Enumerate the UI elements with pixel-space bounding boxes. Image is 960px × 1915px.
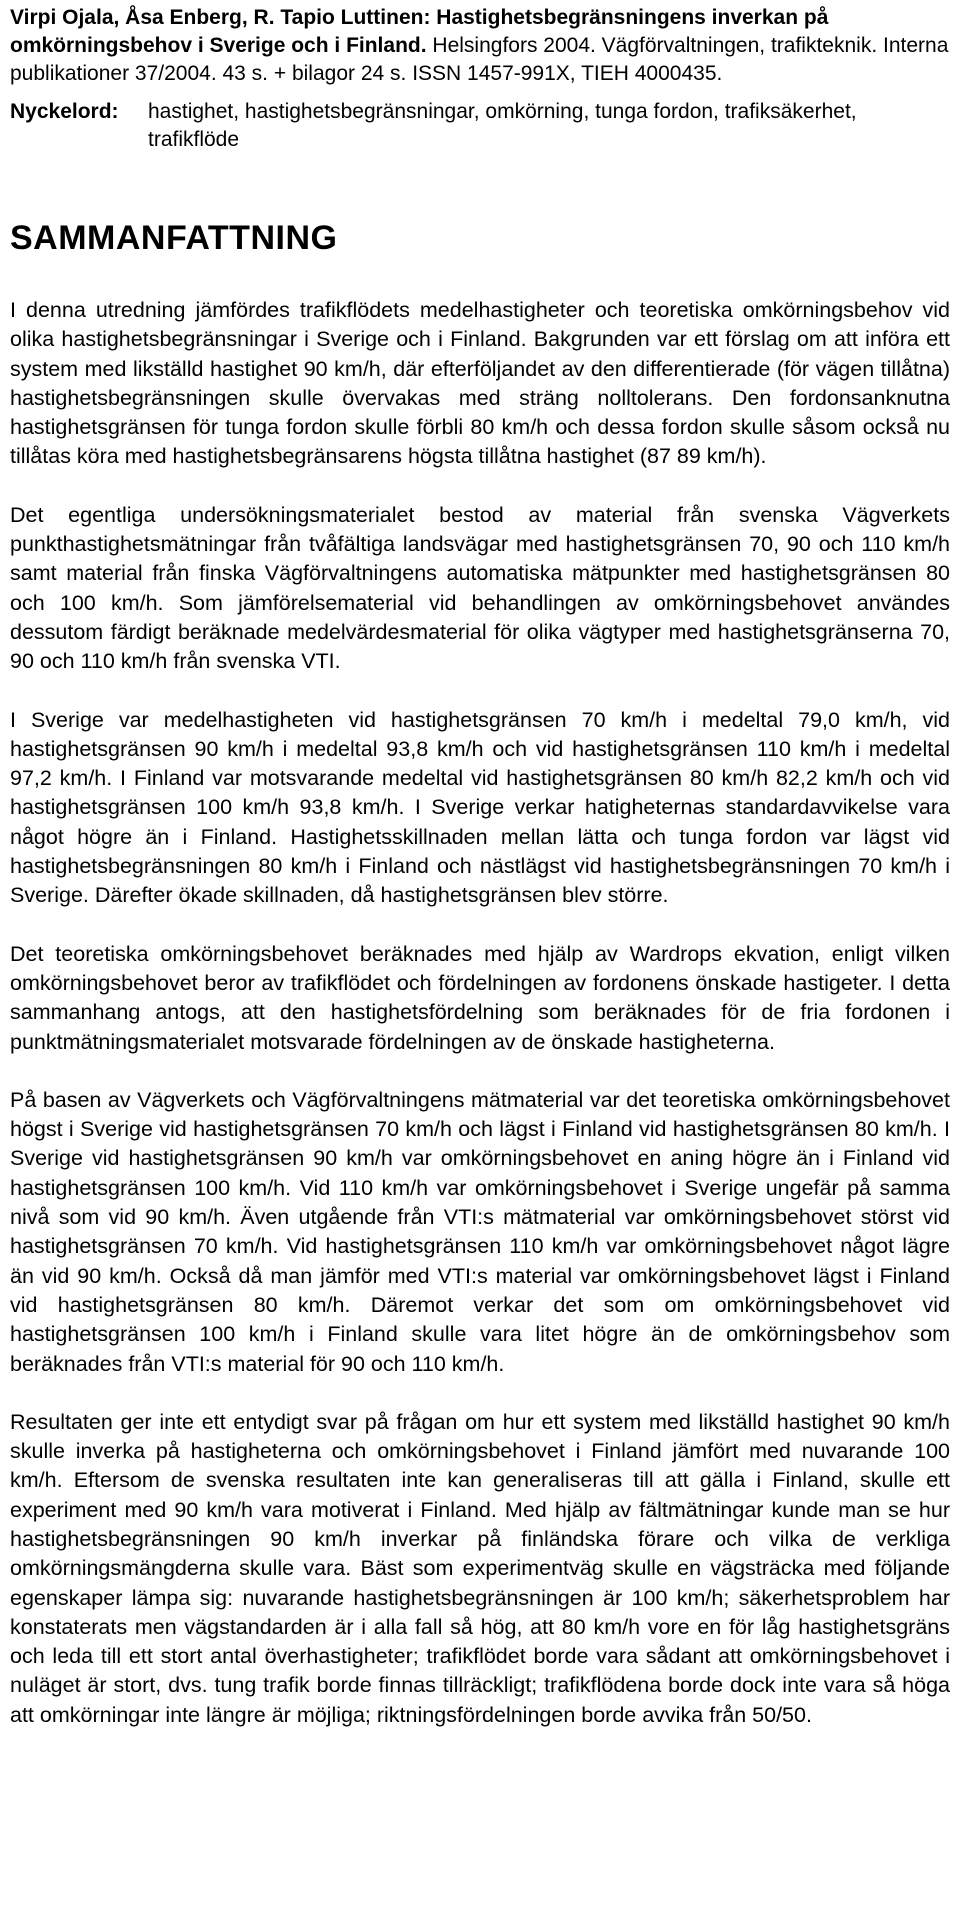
reference-block (10, 4, 950, 88)
summary-paragraph-3: I Sverige var medelhastigheten vid hastighetsgränsen 70 km/h i medeltal 79,0 km/h, vid hastighetsgränsen 90 km/h i medeltal 93,8 km/h och vid hastighetsgränsen 110 km/h i medeltal 97,2 km/h. I Finland var motsvarande medeltal vid hastighetsgränsen 80 km/h 82,2 km/h och vid hastighetsgränsen 100 km/h 93,8 km/h. I Sverige verkar hatigheternas standardavvikelse vara något högre än i Finland. Hastighetsskillnaden mellan lätta och tunga fordon var lägst vid hastighetsbegränsningen 80 km/h i Finland och nästlägst vid hastighetsbegränsningen 70 km/h i Sverige. Därefter ökade skillnaden, då hastighetsgränsen blev större. (10, 707, 950, 908)
summary-paragraph-1: I denna utredning jämfördes trafikflödets medelhastigheter och teoretiska omkörningsbehov vid olika hastighetsbegränsningar i Sverige och i Finland. Bakgrunden var ett förslag om att införa ett system med likställd hastighet 90 km/h, där efterföljandet av den differentierade (för vägen tillåtna) hastighetsbegränsningen skulle övervakas med sträng nolltolerans. Den fordonsanknutna hastighetsgränsen för tunga fordon skulle förbli 80 km/h och dessa fordon skulle såsom också nu tillåtas köra med hastighetsbegränsarens högsta tillåtna hastighet (87 89 km/h). (10, 298, 950, 469)
summary-paragraph-6: Resultaten ger inte ett entydigt svar på frågan om hur ett system med likställd hastighet 90 km/h skulle inverka på hastigheterna och omkörningsbehovet i Finland jämfört med nuvarande 100 km/h. Eftersom de svenska resultaten inte kan generaliseras till att gälla i Finland, skulle ett experiment med 90 km/h vara motiverat i Finland. Med hjälp av fältmätningar kunde man se hur hastighetsbegränsningen 90 km/h inverkar på finländska förare och vilka de verkliga omkörningsmängderna skulle vara. Bäst som experimentväg skulle en vägsträcka med följande egenskaper lämpa sig: nuvarande hastighetsbegränsningen är 100 km/h; säkerhetsproblem har konstaterats men vägstandarden är i alla fall så hög, att 80 km/h vore en för låg hastighetsgräns och leda till ett stort antal överhastigheter; trafikflödet borde vara sådant att omkörningsbehovet i nuläget är stort, dvs. tung trafik borde finnas tillräckligt; trafikflödena borde dock inte vara så höga att omkörningar inte längre är möjliga; riktningsfördelningen borde avvika från 50/50. (10, 1409, 950, 1727)
summary-paragraph-4: Det teoretiska omkörningsbehovet beräknades med hjälp av Wardrops ekvation, enligt vilken omkörningsbehovet beror av trafikflödet och fördelningen av fordonens önskade hastigeter. I detta sammanhang antogs, att den hastighetsfördelning som beräknades för de fria fordonen i punktmätningsmaterialet motsvarade fördelningen av de önskade hastigheterna. (10, 941, 950, 1054)
keywords-label: Nyckelord: (10, 100, 119, 123)
section-heading: SAMMANFATTNING (10, 219, 338, 257)
summary-paragraph-2: Det egentliga undersökningsmaterialet bestod av material från svenska Vägverkets punkthastighetsmätningar från tvåfältiga landsvägar med hastighetsgränsen 70, 90 och 110 km/h samt material från finska Vägförvaltningens automatiska mätpunkter med hastighetsgränsen 80 och 100 km/h. Som jämförelsematerial vid behandlingen av omkörningsbehovet användes dessutom färdigt beräknade medelvärdesmaterial för olika vägtyper med hastighetsgränserna 70, 90 och 110 km/h från svenska VTI. (10, 502, 950, 674)
keywords-row (10, 98, 950, 154)
keywords-text: hastighet, hastighetsbegränsningar, omkörning, tunga fordon, trafiksäkerhet, trafikflöde (148, 100, 857, 151)
reference-authors-title: Virpi Ojala, Åsa Enberg, R. Tapio Luttinen: Hastighetsbegränsningens inverkan på omkörningsbehov i Sverige och i Finland. (10, 6, 829, 57)
reference-publication: Helsingfors 2004. Vägförvaltningen, trafikteknik. Interna publikationer 37/2004. 43 s. + bilagor 24 s. ISSN 1457-991X, TIEH 4000435. (10, 34, 949, 85)
document-page (10, 0, 950, 1730)
summary-paragraph-5: På basen av Vägverkets och Vägförvaltningens mätmaterial var det teoretiska omkörningsbehovet högst i Sverige vid hastighetsgränsen 70 km/h och lägst i Finland vid hastighetsgränsen 80 km/h. I Sverige vid hastighetsgränsen 90 km/h var omkörningsbehovet en aning högre än i Finland vid hastighetsgränsen 100 km/h. Vid 110 km/h var omkörningsbehovet i Sverige ungefär på samma nivå som vid 90 km/h. Även utgående från VTI:s mätmaterial var omkörningsbehovet störst vid hastighetsgränsen 70 km/h. Vid hastighetsgränsen 110 km/h var omkörningsbehovet något lägre än vid 90 km/h. Också då man jämför med VTI:s material var omkörningsbehovet lägst i Finland vid hastighetsgränsen 80 km/h. Däremot verkar det som om omkörningsbehovet vid hastighetsgränsen 100 km/h i Finland skulle vara litet högre än de omkörningsbehov som beräknades från VTI:s material för 90 och 110 km/h. (10, 1087, 950, 1376)
